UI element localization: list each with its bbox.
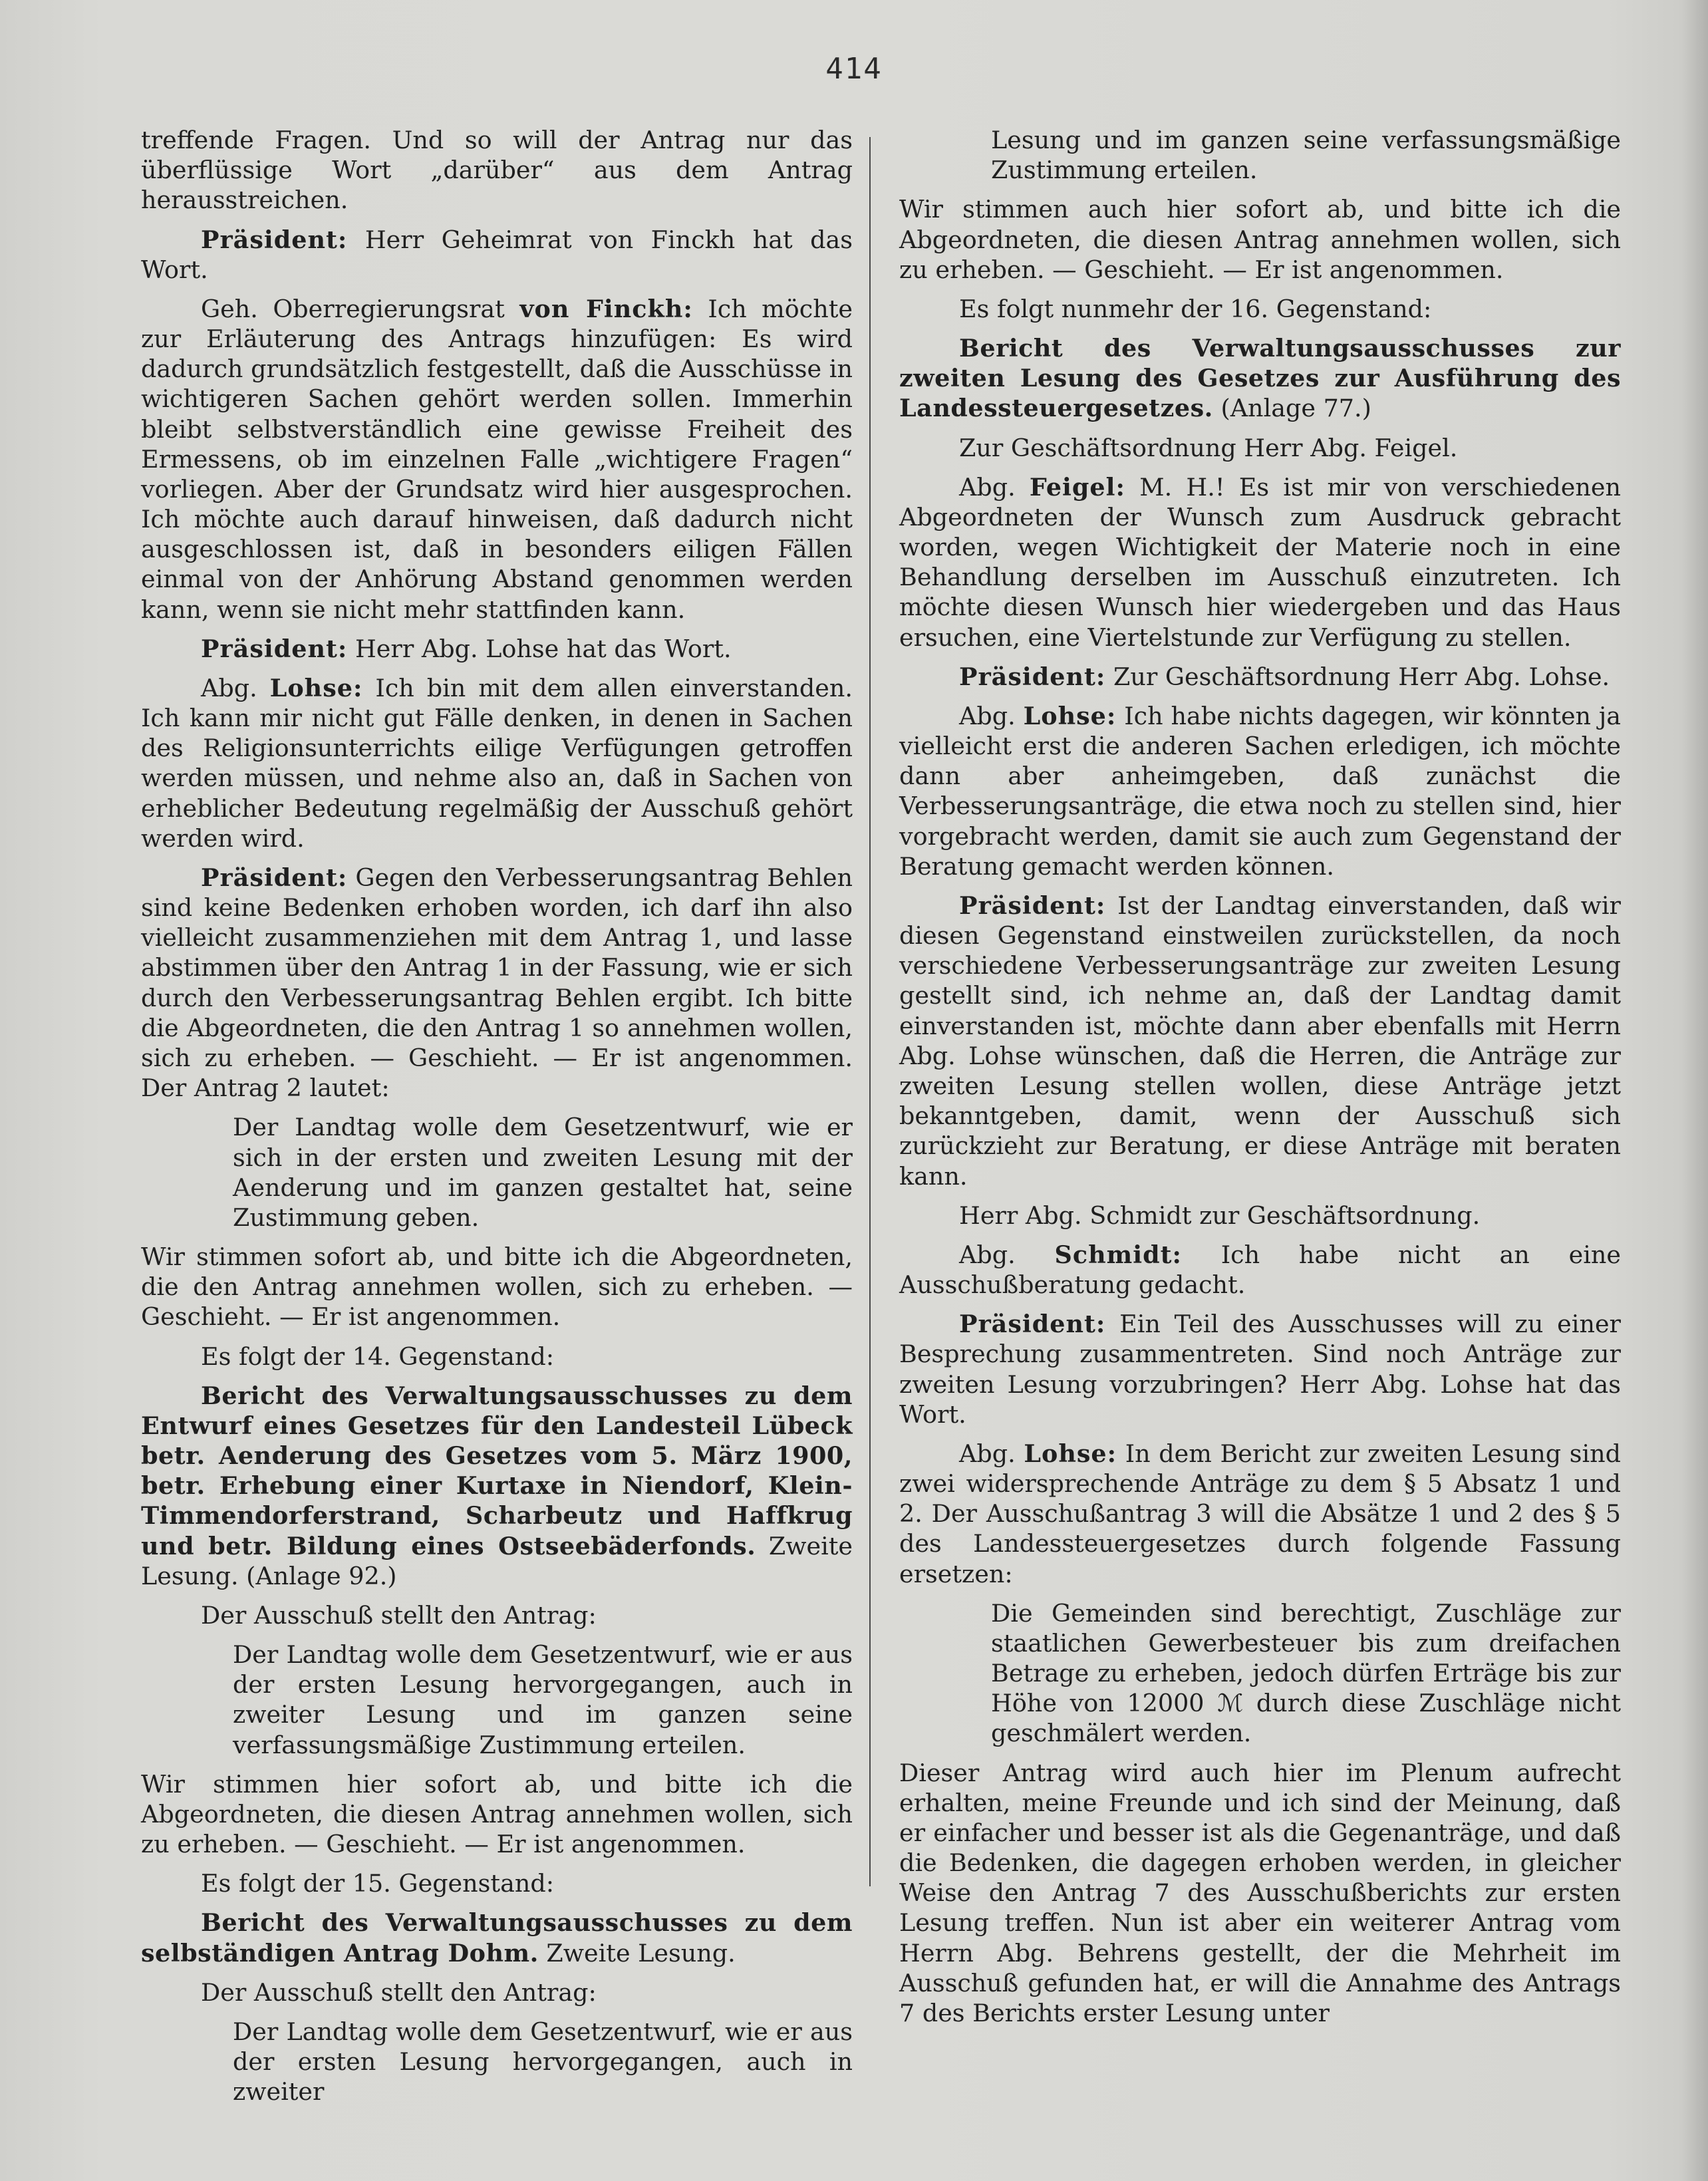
speaker-name: Lohse:: [1024, 1439, 1117, 1468]
speaker-name: Feigel:: [1029, 472, 1125, 502]
paragraph: Wir stimmen sofort ab, und bitte ich die Abgeordneten, die den Antrag annehmen wollen, sich zu erheben. — Geschieht. — Er ist angenommen.: [141, 1242, 853, 1332]
agenda-item: Es folgt der 15. Gegenstand:: [201, 1869, 554, 1898]
paragraph: Der Ausschuß stellt den Antrag:: [201, 1977, 597, 2007]
left-column: [141, 125, 853, 2114]
heading-plain: Zweite Lesung.: [538, 1938, 736, 1967]
heading-bold: Bericht des Verwaltungsausschusses zu dem Entwurf eines Gesetzes für den Landesteil Lübeck betr. Aenderung des Gesetzes vom 5. März 1900, betr. Erhebung einer Kurtaxe in Niendorf, Klein-Timmendorferstrand, Scharbeutz und Haffkrug und betr. Bildung eines Ostseebäderfonds.: [141, 1381, 853, 1560]
motion-quote: Lesung und im ganzen seine verfassungsmäßige Zustimmung erteilen.: [991, 126, 1621, 185]
speaker-name: Präsident:: [959, 891, 1106, 920]
speaker-name: Präsident:: [201, 863, 348, 892]
speaker-title: Abg.: [201, 673, 270, 702]
page-edge-shadow: [1681, 0, 1708, 2181]
speech-text: Ich bin mit dem allen einverstanden. Ich kann mir nicht gut Fälle denken, in denen in Sachen des Religionsunterrichts eilige Verfügungen getroffen werden müssen, und nehme also an, daß in Sachen von erheblicher Bedeutung regelmäßig der Ausschuß gehört werden wird.: [141, 673, 853, 853]
heading-bold: Bericht des Verwaltungsausschusses zu dem selbständigen Antrag Dohm.: [141, 1908, 853, 1967]
speaker-title: Abg.: [959, 1439, 1024, 1468]
paragraph: [899, 1439, 1621, 1589]
paragraph: [141, 863, 853, 1103]
speaker-name: Präsident:: [201, 634, 348, 663]
page-number: 414: [825, 52, 883, 86]
speech-text: Zur Geschäftsordnung Herr Abg. Lohse.: [1105, 662, 1610, 691]
agenda-item: Es folgt nunmehr der 16. Gegenstand:: [959, 294, 1432, 323]
paragraph: [899, 662, 1621, 692]
paragraph: [899, 1309, 1621, 1429]
section-heading: [141, 1381, 853, 1591]
heading-plain: Zweite Lesung. (Anlage 92.): [141, 1531, 853, 1590]
speaker-name: Lohse:: [1023, 701, 1117, 730]
paragraph: treffende Fragen. Und so will der Antrag nur das überflüssige Wort „darüber“ aus dem Antrag herausstreichen.: [141, 126, 853, 215]
speaker-title: Abg.: [959, 1240, 1055, 1269]
section-heading: [141, 1908, 853, 1967]
speaker-title: Abg.: [959, 472, 1030, 502]
speaker-name: Präsident:: [959, 1310, 1106, 1339]
speaker-title: Abg.: [959, 701, 1024, 730]
speaker-name: Schmidt:: [1054, 1240, 1182, 1269]
speaker-name: von Finckh:: [519, 294, 693, 323]
speech-text: Ist der Landtag einverstanden, daß wir diesen Gegenstand einstweilen zurückstellen, da noch verschiedene Verbesserungsanträge zur zweiten Lesung gestellt sind, ich nehme an, daß der Landtag damit einverstanden ist, möchte dann aber ebenfalls mit Herrn Abg. Lohse wünschen, daß die Herren, die Anträge zur zweiten Lesung stellen wollen, diese Anträge jetzt bekanntgeben, damit, wenn der Ausschuß sich zurückzieht zur Beratung, er diese Anträge mit beraten kann.: [899, 891, 1621, 1191]
motion-quote: Die Gemeinden sind berechtigt, Zuschläge zur staatlichen Gewerbesteuer bis zum dreifachen Betrage zu erheben, jedoch dürfen Erträge bis zur Höhe von 12000 ℳ durch diese Zuschläge nicht geschmälert werden.: [991, 1598, 1621, 1748]
heading-bold: Bericht des Verwaltungsausschusses zur zweiten Lesung des Gesetzes zur Ausführung des Landessteuergesetzes.: [899, 334, 1621, 423]
speech-text: Ich habe nicht an eine Ausschußberatung gedacht.: [899, 1240, 1621, 1300]
speech-text: M. H.! Es ist mir von verschiedenen Abgeordneten der Wunsch zum Ausdruck gebracht worden, wegen Wichtigkeit der Materie noch in eine Behandlung derselben im Ausschuß einzutreten. Ich möchte diesen Wunsch hier wiedergeben und das Haus ersuchen, eine Viertelstunde zur Verfügung zu stellen.: [899, 472, 1622, 652]
heading-plain: (Anlage 77.): [1212, 394, 1371, 423]
paragraph: [141, 634, 853, 664]
paragraph: Der Ausschuß stellt den Antrag:: [201, 1600, 597, 1630]
motion-quote: Der Landtag wolle dem Gesetzentwurf, wie er sich in der ersten und zweiten Lesung mit der Aenderung und im ganzen gestaltet hat, seine Zustimmung geben.: [233, 1113, 853, 1232]
speaker-title: Geh. Oberregierungsrat: [201, 294, 520, 323]
speech-text: Herr Abg. Lohse hat das Wort.: [347, 634, 732, 663]
column-divider: [869, 137, 871, 1886]
paragraph: [141, 673, 853, 853]
speech-text: Ich habe nichts dagegen, wir könnten ja vielleicht erst die anderen Sachen erledigen, ich möchte dann aber anheimgeben, daß zunächst die Verbesserungsanträge, die etwa noch zu stellen sind, hier vorgebracht werden, damit sie auch zum Gegenstand der Beratung gemacht werden können.: [899, 701, 1622, 881]
paragraph: [141, 225, 853, 285]
paragraph: [899, 701, 1621, 881]
speaker-name: Präsident:: [959, 662, 1106, 691]
paragraph: Dieser Antrag wird auch hier im Plenum aufrecht erhalten, meine Freunde und ich sind der Meinung, daß er einfacher und besser ist als die Gegenanträge, und daß die Bedenken, die dagegen erhoben werden, in gleicher Weise den Antrag 7 des Ausschußberichts zur ersten Lesung treffen. Nun ist aber ein weiterer Antrag vom Herrn Abg. Behrens gestellt, der die Mehrheit im Ausschuß gefunden hat, er will die Annahme des Antrags 7 des Berichts erster Lesung unter: [899, 1758, 1621, 2027]
speaker-name: Lohse:: [269, 673, 363, 702]
paragraph: [899, 1240, 1621, 1300]
speech-text: Ich möchte zur Erläuterung des Antrags hinzufügen: Es wird dadurch grundsätzlich festgestellt, daß die Ausschüsse in wichtigeren Sachen gehört werden sollen. Immerhin bleibt selbstverständlich eine gewisse Freiheit des Ermessens, ob im einzelnen Falle „wichtigere Fragen“ vorliegen. Aber der Grundsatz wird hier ausgesprochen. Ich möchte auch darauf hinweisen, daß dadurch nicht ausgeschlossen ist, daß in besonders eiligen Fällen einmal von der Anhörung Abstand genommen werden kann, wenn sie nicht mehr stattfinden kann.: [141, 294, 853, 624]
motion-quote: Der Landtag wolle dem Gesetzentwurf, wie er aus der ersten Lesung hervorgegangen, auch in zweiter Lesung und im ganzen seine verfassungsmäßige Zustimmung erteilen.: [233, 1640, 853, 1759]
right-column: [899, 125, 1621, 2037]
speech-text: In dem Bericht zur zweiten Lesung sind zwei widersprechende Anträge zu dem § 5 Absatz 1 und 2. Der Ausschußantrag 3 will die Absätze 1 und 2 des § 5 des Landessteuergesetzes durch folgende Fassung ersetzen:: [899, 1439, 1621, 1588]
paragraph: Wir stimmen auch hier sofort ab, und bitte ich die Abgeordneten, die diesen Antrag annehmen wollen, sich zu erheben. — Geschieht. — Er ist angenommen.: [899, 195, 1621, 284]
paragraph: Wir stimmen hier sofort ab, und bitte ich die Abgeordneten, die diesen Antrag annehmen wollen, sich zu erheben. — Geschieht. — Er ist angenommen.: [141, 1769, 853, 1859]
paragraph: Herr Abg. Schmidt zur Geschäftsordnung.: [959, 1201, 1481, 1230]
paragraph: Zur Geschäftsordnung Herr Abg. Feigel.: [959, 433, 1458, 462]
speech-text: Herr Geheimrat von Finckh hat das Wort.: [141, 225, 853, 284]
motion-quote: Der Landtag wolle dem Gesetzentwurf, wie er aus der ersten Lesung hervorgegangen, auch in zweiter: [233, 2017, 853, 2107]
paragraph: [899, 472, 1621, 653]
paragraph: [899, 891, 1621, 1191]
speaker-name: Präsident:: [201, 225, 348, 254]
paragraph: [141, 294, 853, 625]
agenda-item: Es folgt der 14. Gegenstand:: [201, 1342, 554, 1371]
speech-text: Gegen den Verbesserungsantrag Behlen sind keine Bedenken erhoben worden, ich darf ihn also vielleicht zusammenziehen mit dem Antrag 1, und lasse abstimmen über den Antrag 1 in der Fassung, wie er sich durch den Verbesserungsantrag Behlen ergibt. Ich bitte die Abgeordneten, die den Antrag 1 so annehmen wollen, sich zu erheben. — Geschieht. — Er ist angenommen. Der Antrag 2 lautet:: [141, 863, 853, 1103]
speech-text: Ein Teil des Ausschusses will zu einer Besprechung zusammentreten. Sind noch Anträge zur zweiten Lesung vorzubringen? Herr Abg. Lohse hat das Wort.: [899, 1310, 1621, 1429]
section-heading: [899, 333, 1621, 424]
